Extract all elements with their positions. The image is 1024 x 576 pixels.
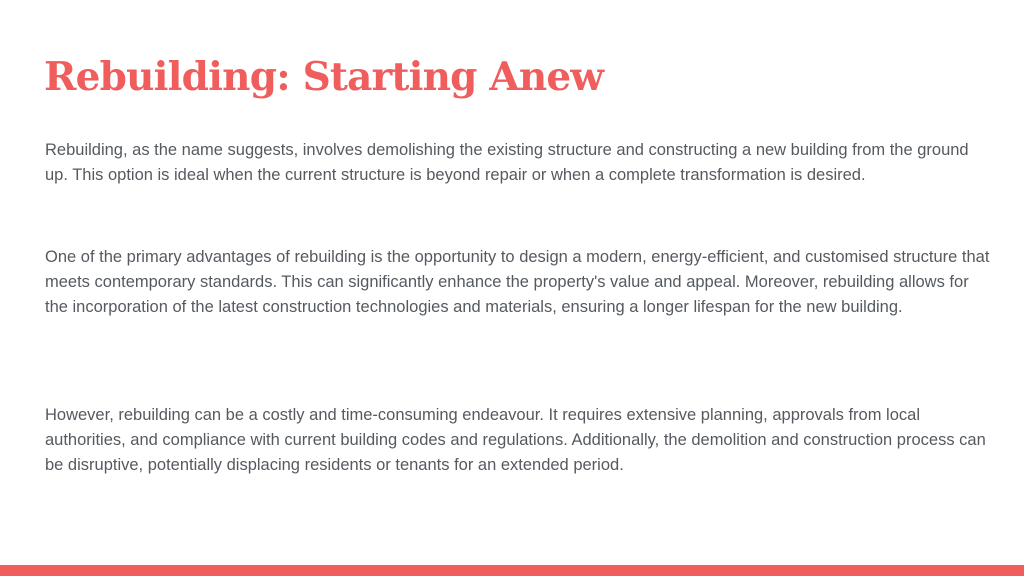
paragraph-intro: Rebuilding, as the name suggests, involves demolishing the existing structure and constructing a new building from the ground up. This option is ideal when the current structure is beyond repair or when a complete transformation is desired. [45, 141, 969, 184]
paragraph-drawbacks: However, rebuilding can be a costly and time-consuming endeavour. It requires extensive planning, approvals from local authorities, and compliance with current building codes and regulations. Additionally, the demolition and construction process can be disruptive, potentially displacing residents or tenants for an extended period. [45, 406, 986, 474]
paragraph-advantages: One of the primary advantages of rebuilding is the opportunity to design a modern, energy-efficient, and customised structure that meets contemporary standards. This can significantly enhance the property's value and appeal. Moreover, rebuilding allows for the incorporation of the latest construction technologies and materials, ensuring a longer lifespan for the new building. [45, 248, 990, 316]
bottom-accent-bar [0, 565, 1024, 576]
slide-title: Rebuilding: Starting Anew [44, 54, 604, 100]
